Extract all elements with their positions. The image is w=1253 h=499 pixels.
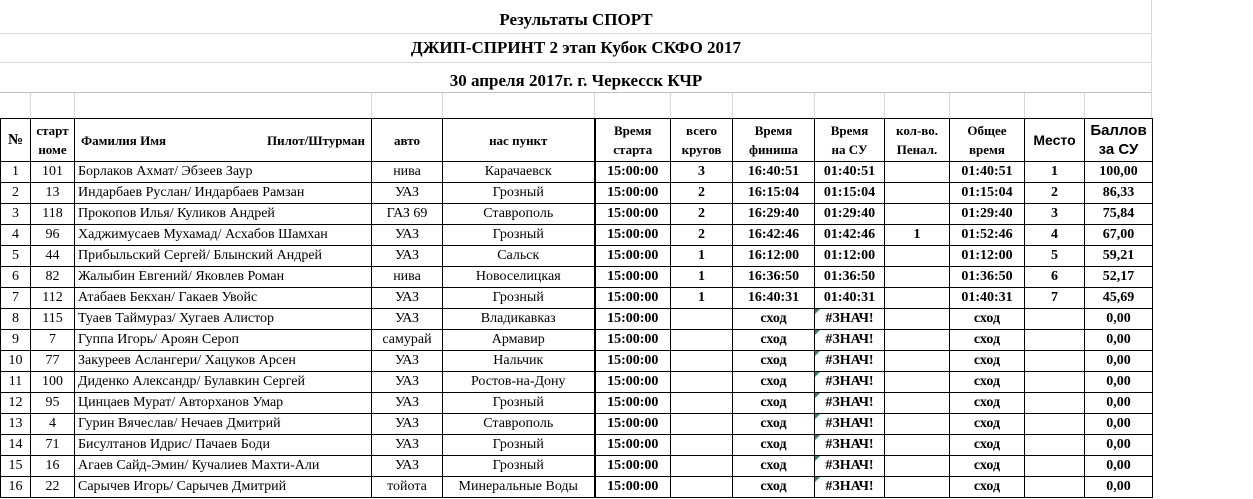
spacer-row <box>0 93 1152 121</box>
table-row <box>1 183 1153 204</box>
cell-finish-time: сход <box>733 309 815 330</box>
cell-num: 10 <box>1 351 31 372</box>
cell-finish-time: сход <box>733 372 815 393</box>
cell-start-num: 16 <box>31 456 75 477</box>
header-finish-time: Время финиша <box>733 119 815 162</box>
cell-penalty <box>885 183 950 204</box>
cell-name: Агаев Сайд-Эмин/ Кучалиев Махти-Али <box>75 456 372 477</box>
cell-place: 2 <box>1025 183 1085 204</box>
cell-town: Грозный <box>443 393 595 414</box>
cell-start-time: 15:00:00 <box>595 204 671 225</box>
cell-laps: 2 <box>671 204 733 225</box>
cell-place <box>1025 477 1085 498</box>
table-row <box>1 267 1153 288</box>
cell-start-time: 15:00:00 <box>595 330 671 351</box>
cell-town: Грозный <box>443 225 595 246</box>
header-total-time: Общее время <box>950 119 1025 162</box>
cell-start-num: 22 <box>31 477 75 498</box>
table-row <box>1 435 1153 456</box>
cell-num: 16 <box>1 477 31 498</box>
cell-points: 0,00 <box>1085 477 1153 498</box>
cell-num: 11 <box>1 372 31 393</box>
cell-town: Грозный <box>443 435 595 456</box>
header-laps: всего кругов <box>671 119 733 162</box>
cell-laps: 3 <box>671 162 733 183</box>
cell-start-time: 15:00:00 <box>595 225 671 246</box>
cell-total-time: сход <box>950 456 1025 477</box>
cell-finish-time: 16:12:00 <box>733 246 815 267</box>
table-row <box>1 309 1153 330</box>
cell-name: Борлаков Ахмат/ Эбзеев Заур <box>75 162 372 183</box>
header-start-time: Время старта <box>595 119 671 162</box>
cell-car: УАЗ <box>372 351 443 372</box>
cell-start-time: 15:00:00 <box>595 183 671 204</box>
cell-penalty <box>885 477 950 498</box>
cell-car: самурай <box>372 330 443 351</box>
cell-laps: 2 <box>671 183 733 204</box>
cell-points: 0,00 <box>1085 456 1153 477</box>
cell-num: 9 <box>1 330 31 351</box>
table-row <box>1 477 1153 498</box>
cell-name: Прокопов Илья/ Куликов Андрей <box>75 204 372 225</box>
cell-place: 3 <box>1025 204 1085 225</box>
header-row <box>1 119 1153 162</box>
cell-car: нива <box>372 267 443 288</box>
cell-total-time: 01:52:46 <box>950 225 1025 246</box>
cell-finish-time: 16:40:51 <box>733 162 815 183</box>
cell-num: 4 <box>1 225 31 246</box>
cell-car: УАЗ <box>372 372 443 393</box>
cell-finish-time: 16:36:50 <box>733 267 815 288</box>
cell-car: тойота <box>372 477 443 498</box>
table-row <box>1 288 1153 309</box>
cell-su-time: #ЗНАЧ! <box>815 372 885 393</box>
cell-finish-time: сход <box>733 351 815 372</box>
cell-total-time: сход <box>950 477 1025 498</box>
cell-start-time: 15:00:00 <box>595 414 671 435</box>
gridline <box>1024 93 1025 121</box>
cell-points: 75,84 <box>1085 204 1153 225</box>
cell-start-num: 95 <box>31 393 75 414</box>
titles-block <box>0 0 1152 121</box>
cell-su-time: 01:36:50 <box>815 267 885 288</box>
cell-num: 13 <box>1 414 31 435</box>
cell-num: 5 <box>1 246 31 267</box>
cell-penalty: 1 <box>885 225 950 246</box>
cell-start-time: 15:00:00 <box>595 435 671 456</box>
gridline <box>371 93 372 121</box>
cell-start-num: 77 <box>31 351 75 372</box>
cell-laps: 1 <box>671 267 733 288</box>
title-line-2: ДЖИП-СПРИНТ 2 этап Кубок СКФО 2017 <box>0 34 1152 63</box>
cell-name: Жалыбин Евгений/ Яковлев Роман <box>75 267 372 288</box>
cell-total-time: 01:40:31 <box>950 288 1025 309</box>
cell-start-num: 7 <box>31 330 75 351</box>
cell-place <box>1025 456 1085 477</box>
cell-town: Нальчик <box>443 351 595 372</box>
gridline <box>814 93 815 121</box>
cell-start-time: 15:00:00 <box>595 372 671 393</box>
cell-total-time: 01:29:40 <box>950 204 1025 225</box>
cell-su-time: #ЗНАЧ! <box>815 456 885 477</box>
cell-points: 86,33 <box>1085 183 1153 204</box>
cell-su-time: #ЗНАЧ! <box>815 435 885 456</box>
cell-place <box>1025 372 1085 393</box>
cell-su-time: #ЗНАЧ! <box>815 477 885 498</box>
gridline <box>30 93 31 121</box>
gridline <box>442 93 443 121</box>
cell-name: Гурин Вячеслав/ Нечаев Дмитрий <box>75 414 372 435</box>
gridline <box>74 93 75 121</box>
cell-total-time: сход <box>950 351 1025 372</box>
cell-total-time: сход <box>950 330 1025 351</box>
header-num: № <box>1 119 31 162</box>
cell-start-time: 15:00:00 <box>595 246 671 267</box>
cell-start-num: 118 <box>31 204 75 225</box>
cell-town: Владикавказ <box>443 309 595 330</box>
cell-finish-time: 16:29:40 <box>733 204 815 225</box>
header-place: Место <box>1025 119 1085 162</box>
header-town: нас пункт <box>443 119 595 162</box>
cell-num: 3 <box>1 204 31 225</box>
cell-car: УАЗ <box>372 393 443 414</box>
cell-start-num: 101 <box>31 162 75 183</box>
cell-points: 0,00 <box>1085 351 1153 372</box>
cell-penalty <box>885 351 950 372</box>
table-row <box>1 372 1153 393</box>
cell-su-time: #ЗНАЧ! <box>815 330 885 351</box>
gridline <box>670 93 671 121</box>
cell-place: 5 <box>1025 246 1085 267</box>
cell-name: Индарбаев Руслан/ Индарбаев Рамзан <box>75 183 372 204</box>
cell-car: ГАЗ 69 <box>372 204 443 225</box>
cell-su-time: 01:40:31 <box>815 288 885 309</box>
cell-penalty <box>885 435 950 456</box>
cell-total-time: 01:12:00 <box>950 246 1025 267</box>
cell-name: Бисултанов Идрис/ Пачаев Боди <box>75 435 372 456</box>
table-row <box>1 162 1153 183</box>
cell-laps <box>671 372 733 393</box>
cell-car: УАЗ <box>372 414 443 435</box>
cell-start-num: 82 <box>31 267 75 288</box>
cell-town: Грозный <box>443 456 595 477</box>
cell-start-num: 112 <box>31 288 75 309</box>
cell-su-time: #ЗНАЧ! <box>815 351 885 372</box>
cell-start-time: 15:00:00 <box>595 309 671 330</box>
cell-place: 6 <box>1025 267 1085 288</box>
cell-place <box>1025 435 1085 456</box>
cell-laps: 1 <box>671 288 733 309</box>
cell-points: 59,21 <box>1085 246 1153 267</box>
cell-num: 12 <box>1 393 31 414</box>
cell-total-time: 01:36:50 <box>950 267 1025 288</box>
cell-laps <box>671 456 733 477</box>
cell-place <box>1025 351 1085 372</box>
title-line-3: 30 апреля 2017г. г. Черкесск КЧР <box>0 63 1152 93</box>
cell-su-time: #ЗНАЧ! <box>815 309 885 330</box>
cell-laps <box>671 414 733 435</box>
table-row <box>1 330 1153 351</box>
header-su-time: Время на СУ <box>815 119 885 162</box>
cell-finish-time: сход <box>733 477 815 498</box>
gridline <box>884 93 885 121</box>
cell-finish-time: 16:15:04 <box>733 183 815 204</box>
cell-town: Грозный <box>443 288 595 309</box>
cell-laps: 1 <box>671 246 733 267</box>
cell-finish-time: сход <box>733 435 815 456</box>
cell-total-time: сход <box>950 372 1025 393</box>
cell-num: 1 <box>1 162 31 183</box>
cell-penalty <box>885 162 950 183</box>
cell-num: 6 <box>1 267 31 288</box>
cell-points: 0,00 <box>1085 372 1153 393</box>
cell-name: Прибыльский Сергей/ Блынский Андрей <box>75 246 372 267</box>
cell-laps <box>671 351 733 372</box>
cell-penalty <box>885 414 950 435</box>
cell-start-num: 13 <box>31 183 75 204</box>
cell-points: 0,00 <box>1085 393 1153 414</box>
cell-finish-time: сход <box>733 393 815 414</box>
cell-laps <box>671 393 733 414</box>
cell-penalty <box>885 288 950 309</box>
cell-start-num: 115 <box>31 309 75 330</box>
cell-name: Сарычев Игорь/ Сарычев Дмитрий <box>75 477 372 498</box>
cell-points: 0,00 <box>1085 414 1153 435</box>
gridline <box>1084 93 1085 121</box>
table-row <box>1 393 1153 414</box>
table-row <box>1 225 1153 246</box>
table-row <box>1 246 1153 267</box>
cell-start-num: 4 <box>31 414 75 435</box>
gridline <box>594 93 595 121</box>
cell-laps <box>671 477 733 498</box>
cell-penalty <box>885 204 950 225</box>
cell-penalty <box>885 393 950 414</box>
table-row <box>1 414 1153 435</box>
cell-num: 14 <box>1 435 31 456</box>
cell-start-num: 44 <box>31 246 75 267</box>
right-gridline <box>1151 0 1152 118</box>
cell-car: УАЗ <box>372 183 443 204</box>
cell-name: Закуреев Аслангери/ Хацуков Арсен <box>75 351 372 372</box>
cell-town: Новоселицкая <box>443 267 595 288</box>
cell-total-time: сход <box>950 435 1025 456</box>
cell-laps <box>671 309 733 330</box>
cell-points: 100,00 <box>1085 162 1153 183</box>
cell-finish-time: сход <box>733 414 815 435</box>
cell-num: 15 <box>1 456 31 477</box>
cell-num: 7 <box>1 288 31 309</box>
cell-penalty <box>885 309 950 330</box>
cell-finish-time: сход <box>733 456 815 477</box>
cell-start-num: 96 <box>31 225 75 246</box>
cell-total-time: 01:15:04 <box>950 183 1025 204</box>
cell-start-num: 71 <box>31 435 75 456</box>
cell-start-time: 15:00:00 <box>595 288 671 309</box>
results-table <box>0 118 1153 498</box>
cell-place <box>1025 393 1085 414</box>
cell-su-time: 01:15:04 <box>815 183 885 204</box>
cell-points: 52,17 <box>1085 267 1153 288</box>
cell-su-time: #ЗНАЧ! <box>815 414 885 435</box>
cell-town: Ставрополь <box>443 204 595 225</box>
cell-name: Атабаев Бекхан/ Гакаев Увойс <box>75 288 372 309</box>
cell-penalty <box>885 267 950 288</box>
cell-car: УАЗ <box>372 288 443 309</box>
header-penalty: кол-во. Пенал. <box>885 119 950 162</box>
cell-points: 0,00 <box>1085 309 1153 330</box>
cell-car: УАЗ <box>372 435 443 456</box>
header-car: авто <box>372 119 443 162</box>
cell-car: УАЗ <box>372 246 443 267</box>
cell-num: 2 <box>1 183 31 204</box>
cell-total-time: сход <box>950 393 1025 414</box>
cell-start-time: 15:00:00 <box>595 351 671 372</box>
cell-place <box>1025 330 1085 351</box>
table-row <box>1 204 1153 225</box>
cell-finish-time: сход <box>733 330 815 351</box>
cell-town: Карачаевск <box>443 162 595 183</box>
cell-name: Хаджимусаев Мухамад/ Асхабов Шамхан <box>75 225 372 246</box>
cell-points: 45,69 <box>1085 288 1153 309</box>
cell-town: Ростов-на-Дону <box>443 372 595 393</box>
cell-place: 4 <box>1025 225 1085 246</box>
cell-su-time: 01:12:00 <box>815 246 885 267</box>
cell-car: нива <box>372 162 443 183</box>
cell-total-time: сход <box>950 414 1025 435</box>
cell-points: 0,00 <box>1085 330 1153 351</box>
cell-start-time: 15:00:00 <box>595 456 671 477</box>
table-row <box>1 456 1153 477</box>
cell-start-num: 100 <box>31 372 75 393</box>
cell-laps: 2 <box>671 225 733 246</box>
cell-laps <box>671 435 733 456</box>
cell-penalty <box>885 456 950 477</box>
cell-finish-time: 16:40:31 <box>733 288 815 309</box>
title-line-1: Результаты СПОРТ <box>0 0 1152 34</box>
cell-town: Минеральные Воды <box>443 477 595 498</box>
cell-town: Армавир <box>443 330 595 351</box>
cell-penalty <box>885 372 950 393</box>
cell-points: 0,00 <box>1085 435 1153 456</box>
cell-town: Ставрополь <box>443 414 595 435</box>
cell-place <box>1025 309 1085 330</box>
cell-su-time: 01:29:40 <box>815 204 885 225</box>
cell-penalty <box>885 246 950 267</box>
cell-start-time: 15:00:00 <box>595 267 671 288</box>
header-name: Фамилия Имя Пилот/Штурман <box>75 119 372 162</box>
cell-car: УАЗ <box>372 456 443 477</box>
table-row <box>1 351 1153 372</box>
cell-car: УАЗ <box>372 225 443 246</box>
cell-start-time: 15:00:00 <box>595 477 671 498</box>
cell-name: Гуппа Игорь/ Ароян Сероп <box>75 330 372 351</box>
cell-laps <box>671 330 733 351</box>
cell-start-time: 15:00:00 <box>595 393 671 414</box>
cell-name: Туаев Таймураз/ Хугаев Алистор <box>75 309 372 330</box>
gridline <box>732 93 733 121</box>
cell-penalty <box>885 330 950 351</box>
cell-name: Диденко Александр/ Булавкин Сергей <box>75 372 372 393</box>
cell-num: 8 <box>1 309 31 330</box>
cell-town: Сальск <box>443 246 595 267</box>
cell-finish-time: 16:42:46 <box>733 225 815 246</box>
cell-su-time: 01:40:51 <box>815 162 885 183</box>
header-start-num: старт номе <box>31 119 75 162</box>
cell-place: 7 <box>1025 288 1085 309</box>
cell-place: 1 <box>1025 162 1085 183</box>
gridline <box>949 93 950 121</box>
cell-total-time: сход <box>950 309 1025 330</box>
cell-car: УАЗ <box>372 309 443 330</box>
cell-points: 67,00 <box>1085 225 1153 246</box>
cell-name: Цинцаев Мурат/ Авторханов Умар <box>75 393 372 414</box>
cell-start-time: 15:00:00 <box>595 162 671 183</box>
cell-total-time: 01:40:51 <box>950 162 1025 183</box>
cell-su-time: #ЗНАЧ! <box>815 393 885 414</box>
cell-su-time: 01:42:46 <box>815 225 885 246</box>
header-points: Баллов за СУ <box>1085 119 1153 162</box>
cell-town: Грозный <box>443 183 595 204</box>
cell-place <box>1025 414 1085 435</box>
